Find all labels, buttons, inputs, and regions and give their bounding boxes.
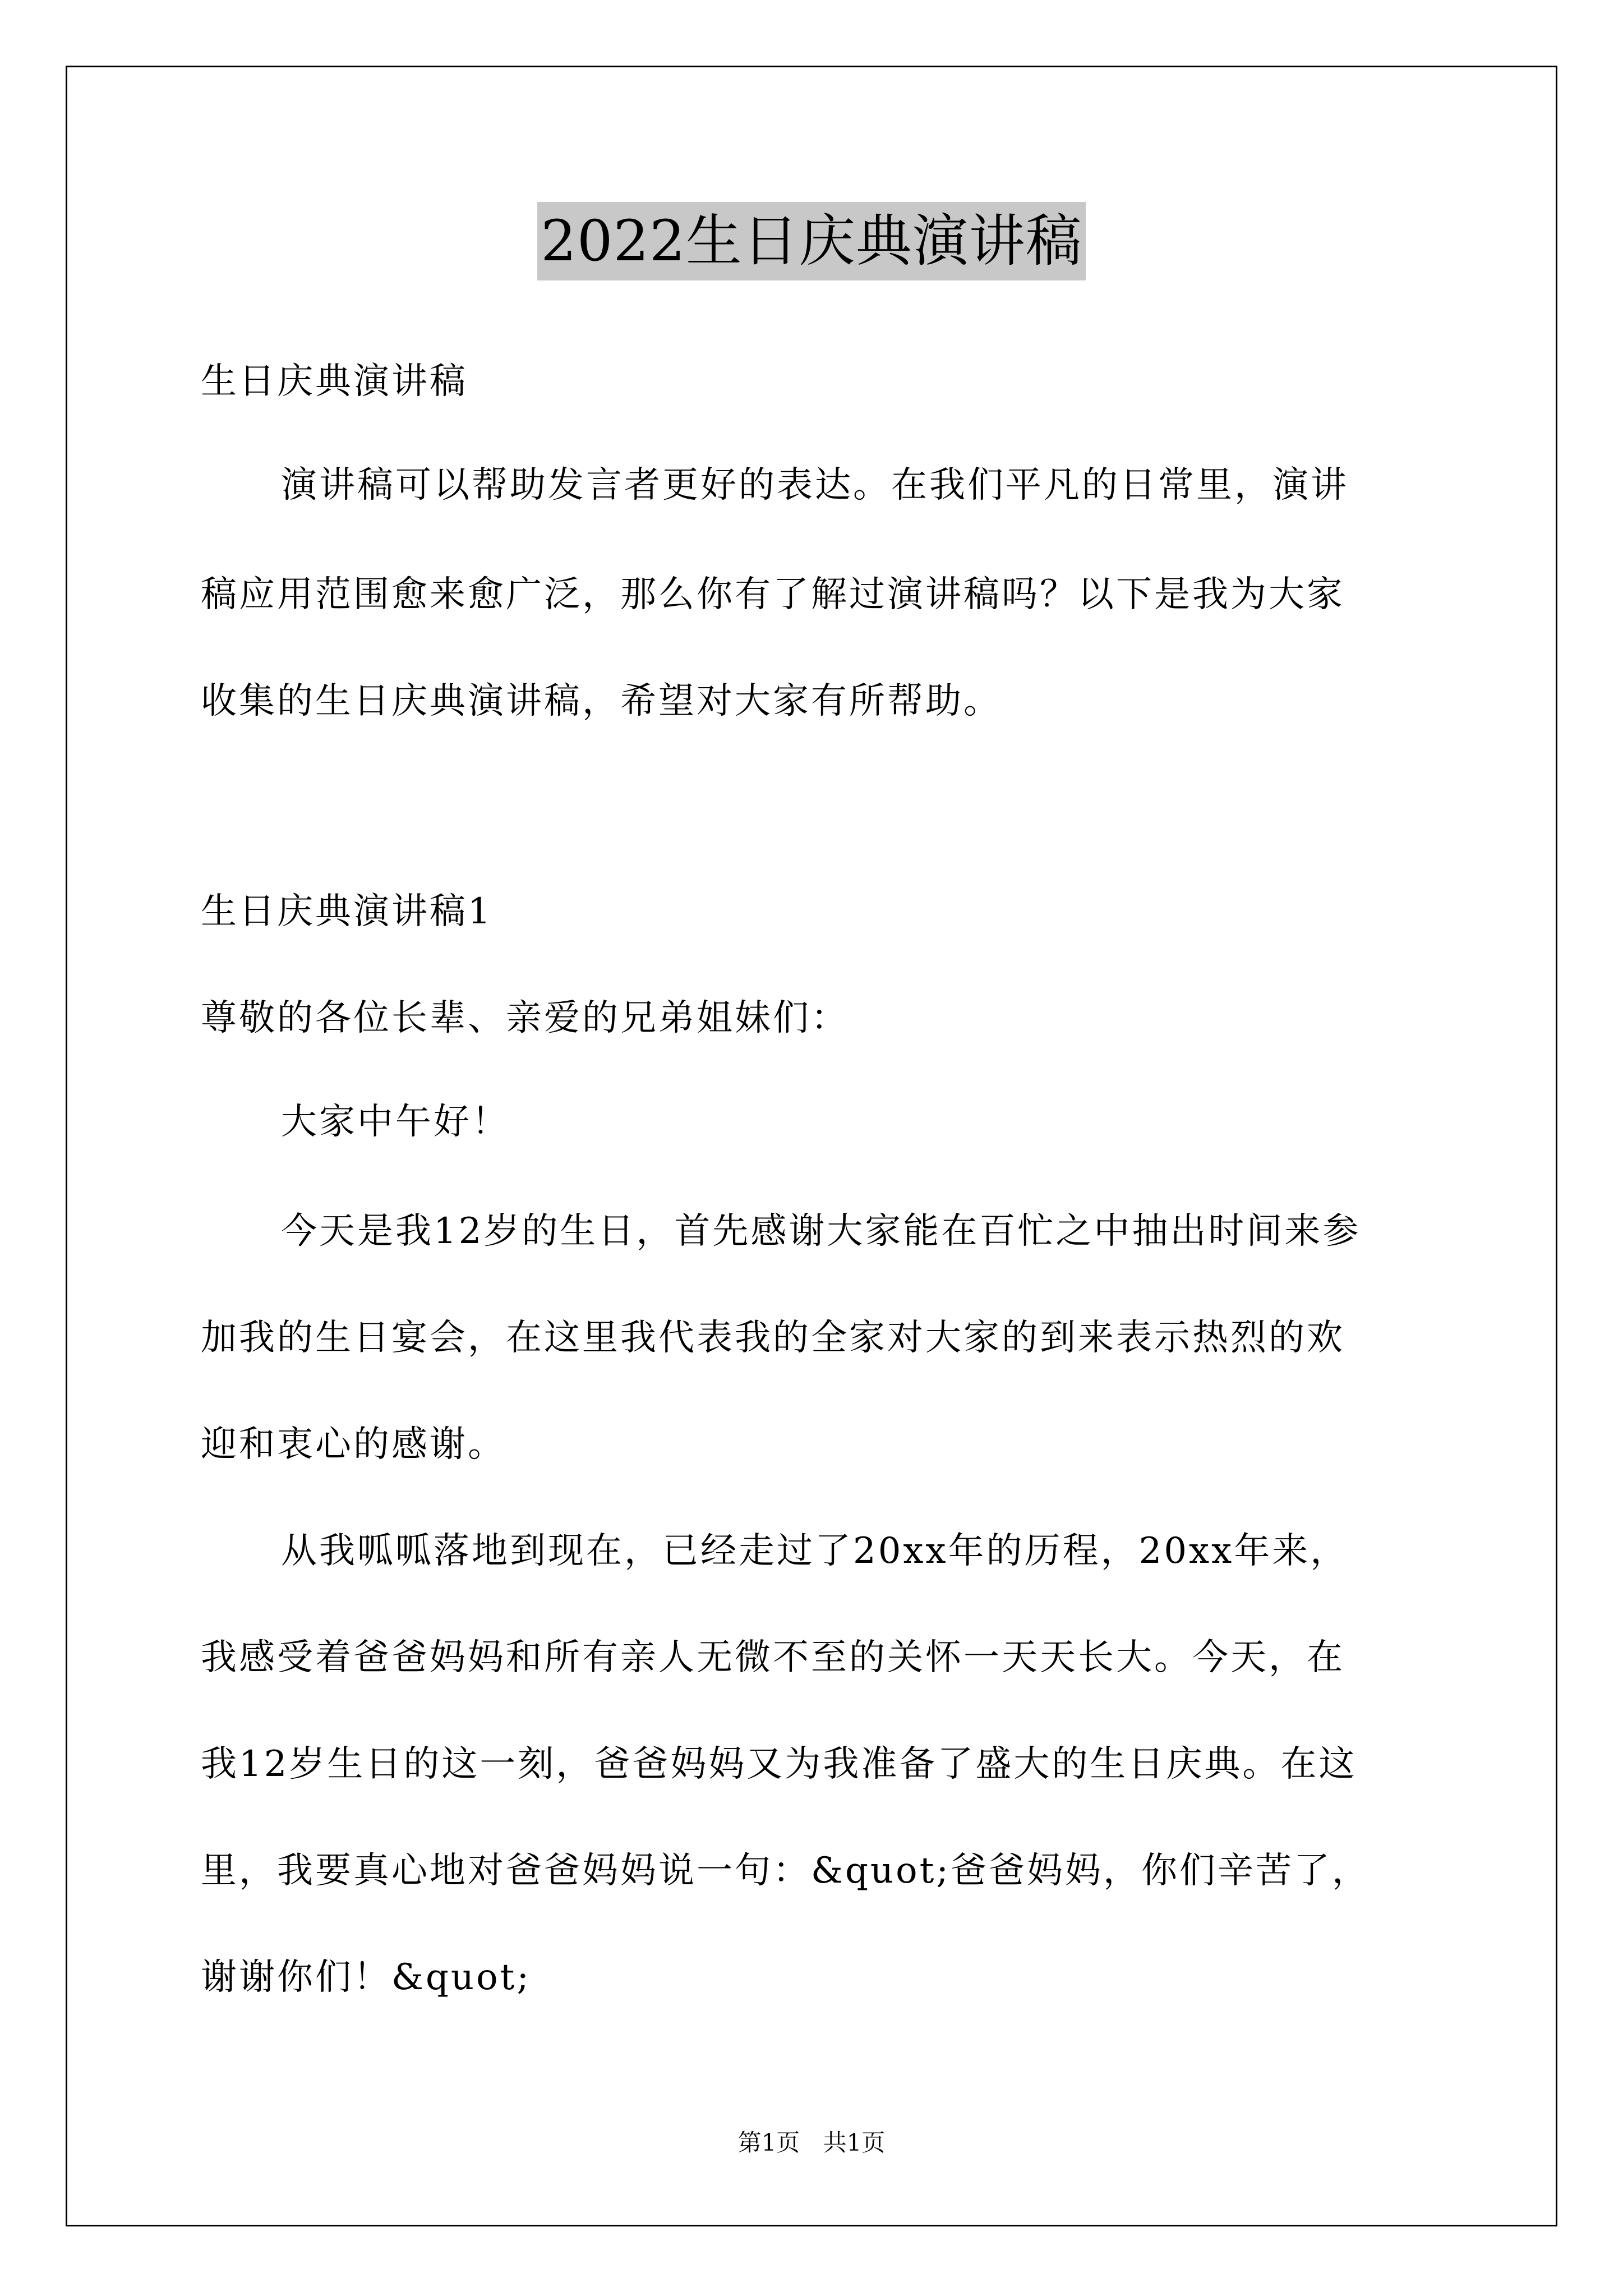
para1-line-1: 今天是我12岁的生日，首先感谢大家能在百忙之中抽出时间来参 [281, 1211, 1361, 1252]
para1-line-2: 加我的生日宴会，在这里我代表我的全家对大家的到来表示热烈的欢 [201, 1317, 1345, 1359]
intro-line-3: 收集的生日庆典演讲稿，希望对大家有所帮助。 [201, 680, 1002, 722]
para2-line-1: 从我呱呱落地到现在，已经走过了20xx年的历程，20xx年来， [281, 1530, 1349, 1572]
intro-line-2: 稿应用范围愈来愈广泛，那么你有了解过演讲稿吗？以下是我为大家 [201, 574, 1345, 615]
para2-line-3: 我12岁生日的这一刻，爸爸妈妈又为我准备了盛大的生日庆典。在这 [201, 1743, 1357, 1785]
para2-line-4: 里，我要真心地对爸爸妈妈说一句：&quot;爸爸妈妈，你们辛苦了， [201, 1850, 1370, 1892]
title-container [0, 202, 1623, 280]
page-number: 第1页 [737, 2129, 800, 2156]
para2-line-2: 我感受着爸爸妈妈和所有亲人无微不至的关怀一天天长大。今天，在 [201, 1637, 1345, 1678]
intro-line-1: 演讲稿可以帮助发言者更好的表达。在我们平凡的日常里，演讲 [281, 464, 1349, 506]
subtitle-line: 生日庆典演讲稿 [201, 361, 468, 402]
document-title: 2022生日庆典演讲稿 [537, 202, 1086, 280]
para2-line-5: 谢谢你们！&quot; [201, 1957, 531, 1998]
page-footer [0, 2126, 1623, 2160]
greeting-line: 大家中午好！ [281, 1101, 510, 1143]
section-heading: 生日庆典演讲稿1 [201, 891, 493, 932]
salutation-line: 尊敬的各位长辈、亲爱的兄弟姐妹们： [201, 997, 849, 1039]
page-total: 共1页 [823, 2129, 886, 2156]
para1-line-3: 迎和衷心的感谢。 [201, 1424, 506, 1465]
